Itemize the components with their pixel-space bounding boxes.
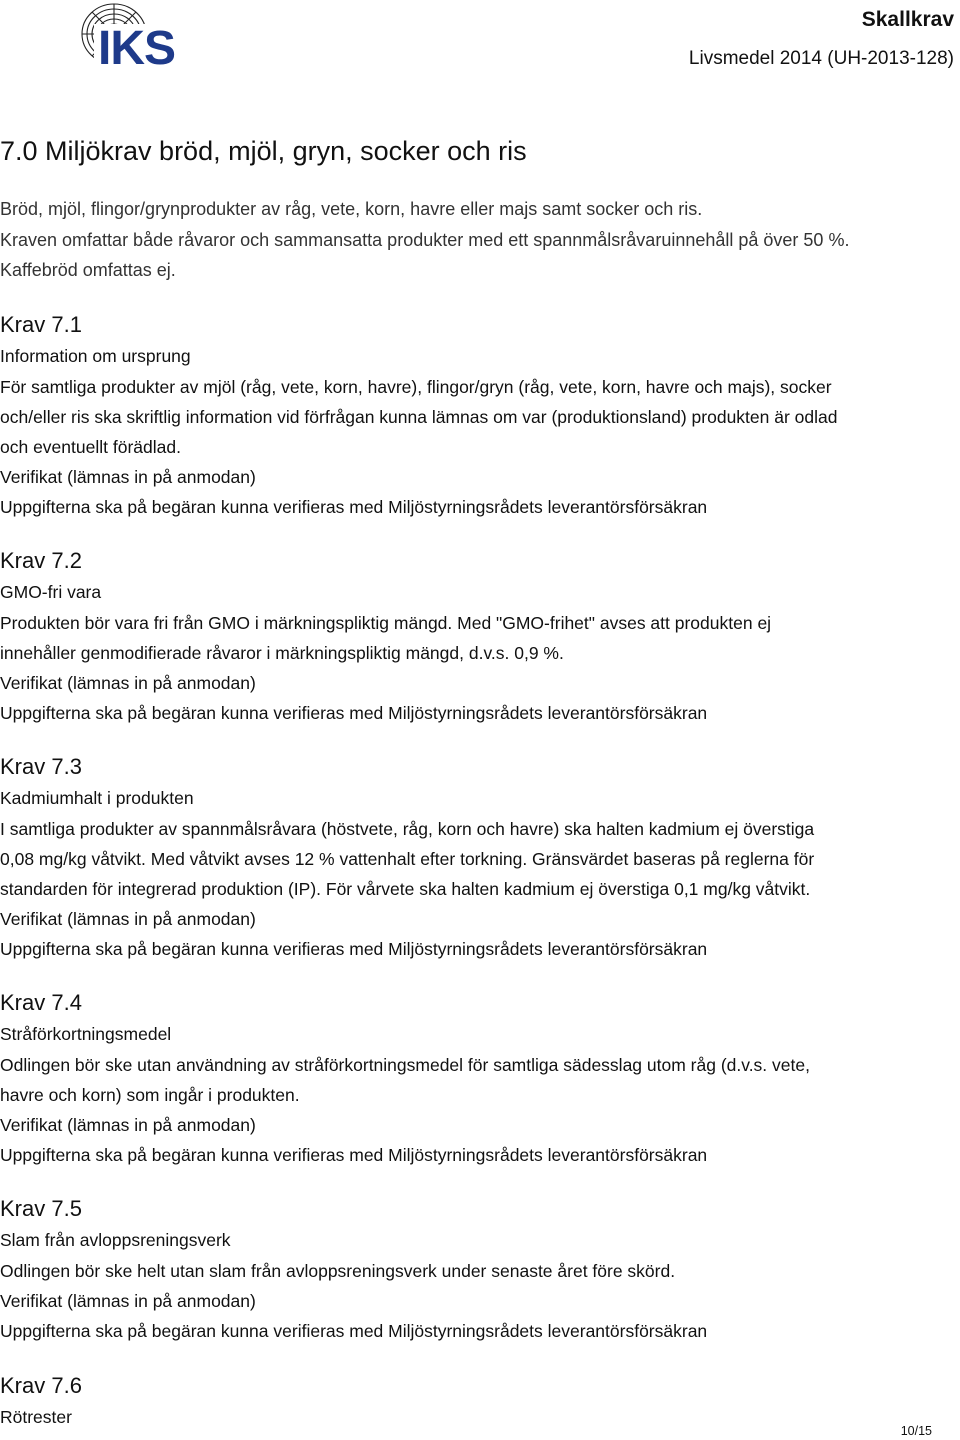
- requirement-title: Krav 7.6: [0, 1373, 82, 1398]
- requirement-title: Krav 7.3: [0, 754, 82, 779]
- verification-text: Uppgifterna ska på begäran kunna verifieras med Miljöstyrningsrådets leverantörsförsäkran: [0, 496, 708, 517]
- verification-label: Verifikat (lämnas in på anmodan): [0, 908, 256, 929]
- text-line: och/eller ris ska skriftlig information vid förfrågan kunna lämnas om var (produktionsland) produkten är odlad: [0, 406, 838, 427]
- intro-line: Kaffebröd omfattas ej.: [0, 260, 176, 280]
- text-line: innehåller genmodifierade råvaror i märkningspliktig mängd, d.v.s. 0,9 %.: [0, 642, 564, 663]
- requirement-subtitle: Stråförkortningsmedel: [0, 1024, 172, 1044]
- text-line: Odlingen bör ske utan användning av stråförkortningsmedel för samtliga sädesslag utom råg (d.v.s. vete,: [0, 1054, 810, 1075]
- page-number: 10/15: [900, 1424, 932, 1438]
- requirement-7-2: [0, 545, 958, 728]
- requirement-7-3: [0, 751, 958, 964]
- document-category: Skallkrav: [861, 8, 954, 31]
- requirement-title: Krav 7.4: [0, 990, 82, 1015]
- verification-text: Uppgifterna ska på begäran kunna verifieras med Miljöstyrningsrådets leverantörsförsäkran: [0, 702, 708, 723]
- text-line: För samtliga produkter av mjöl (råg, vete, korn, havre), flingor/gryn (råg, vete, korn, havre och majs), socker: [0, 376, 832, 397]
- requirement-subtitle: Kadmiumhalt i produkten: [0, 788, 194, 808]
- requirement-text: [0, 372, 958, 462]
- requirement-7-5: [0, 1193, 958, 1346]
- requirement-title: Krav 7.5: [0, 1196, 82, 1221]
- text-line: Produkten bör vara fri från GMO i märkningspliktig mängd. Med "GMO-frihet" avses att produkten ej: [0, 612, 772, 633]
- requirement-7-4: [0, 987, 958, 1170]
- verification-text: Uppgifterna ska på begäran kunna verifieras med Miljöstyrningsrådets leverantörsförsäkran: [0, 1320, 708, 1341]
- verification-text: Uppgifterna ska på begäran kunna verifieras med Miljöstyrningsrådets leverantörsförsäkran: [0, 1144, 708, 1165]
- requirement-text: [0, 1256, 958, 1286]
- text-line: Odlingen bör ske helt utan slam från avloppsreningsverk under senaste året före skörd.: [0, 1260, 676, 1281]
- text-line: I samtliga produkter av spannmålsråvara (höstvete, råg, korn och havre) ska halten kadmium ej överstiga: [0, 818, 815, 839]
- verification-label: Verifikat (lämnas in på anmodan): [0, 1290, 256, 1311]
- requirement-subtitle: Slam från avloppsreningsverk: [0, 1230, 231, 1250]
- text-line: 0,08 mg/kg våtvikt. Med våtvikt avses 12 % vattenhalt efter torkning. Gränsvärdet baseras på reglerna för: [0, 848, 815, 869]
- requirement-subtitle: GMO-fri vara: [0, 582, 102, 602]
- section-intro: [0, 194, 958, 286]
- requirement-subtitle: Information om ursprung: [0, 346, 191, 366]
- requirement-subtitle: Rötrester: [0, 1407, 72, 1427]
- text-line: standarden för integrerad produktion (IP). För vårvete ska halten kadmium ej överstiga 0,1 mg/kg våtvikt.: [0, 878, 811, 899]
- document-reference: Livsmedel 2014 (UH-2013-128): [688, 48, 954, 69]
- requirement-text: [0, 1050, 958, 1110]
- requirement-text: [0, 814, 958, 904]
- verification-label: Verifikat (lämnas in på anmodan): [0, 672, 256, 693]
- requirement-title: Krav 7.2: [0, 548, 82, 573]
- intro-line: Kraven omfattar både råvaror och sammansatta produkter med ett spannmålsråvaruinnehåll på över 50 %.: [0, 229, 850, 250]
- text-line: havre och korn) som ingår i produkten.: [0, 1084, 300, 1105]
- iks-logo: [78, 0, 204, 72]
- verification-text: Uppgifterna ska på begäran kunna verifieras med Miljöstyrningsrådets leverantörsförsäkran: [0, 938, 708, 959]
- text-line: och eventuellt förädlad.: [0, 436, 181, 457]
- verification-label: Verifikat (lämnas in på anmodan): [0, 1114, 256, 1135]
- requirement-7-1: [0, 309, 958, 522]
- logo-text: IKS: [98, 22, 176, 72]
- requirement-7-6: [0, 1370, 958, 1433]
- intro-line: Bröd, mjöl, flingor/grynprodukter av råg, vete, korn, havre eller majs samt socker och ris.: [0, 199, 703, 219]
- section-heading: 7.0 Miljökrav bröd, mjöl, gryn, socker och ris: [0, 136, 527, 166]
- verification-label: Verifikat (lämnas in på anmodan): [0, 466, 256, 487]
- requirement-text: [0, 608, 958, 668]
- requirement-title: Krav 7.1: [0, 312, 82, 337]
